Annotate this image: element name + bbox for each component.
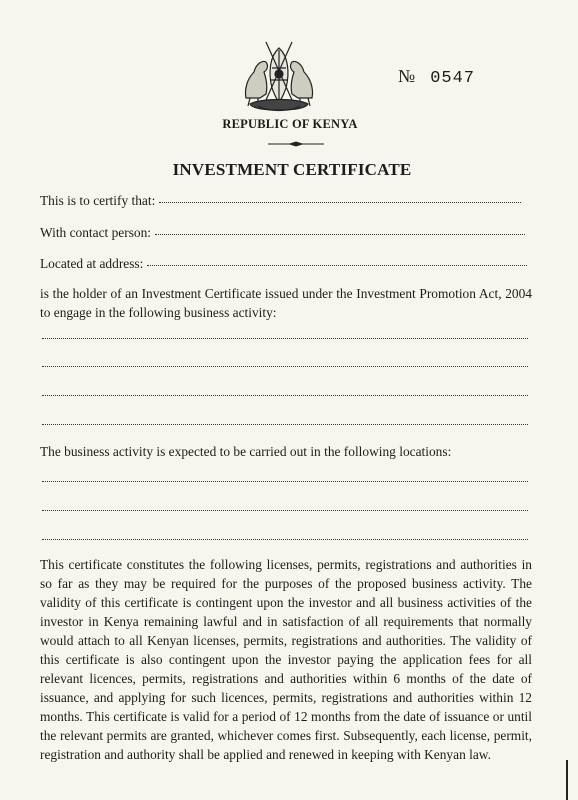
activity-line (42, 395, 528, 396)
certify-label: This is to certify that: (40, 193, 156, 208)
activity-line (42, 338, 528, 339)
address-blank (147, 265, 527, 266)
page-title: INVESTMENT CERTIFICATE (172, 160, 412, 179)
activity-line (42, 366, 528, 367)
issuer-heading: REPUBLIC OF KENYA (222, 117, 358, 131)
location-line (42, 539, 528, 540)
address-label: Located at address: (40, 256, 144, 271)
kenya-coat-of-arms-icon (236, 38, 322, 114)
contact-blank (155, 234, 525, 235)
holder-paragraph: is the holder of an Investment Certificate issued under the Investment Promotion Act, 2004 to engage in the following business activity: (40, 286, 532, 320)
address-field (40, 256, 527, 272)
terms-paragraph: This certificate constitutes the following licenses, permits, registrations and authorities in so far as they may be required for the purposes of the proposed business activity. The validity of this certificate is contingent upon the investor and all business activities of the investor in Kenya remaining lawful and in satisfaction of all requirements that normally would attach to all Kenyan licenses, permits, registrations and authorities. The validity of this certificate is also contingent upon the investor paying the application fees for all relevant licences, permits, registrations and authorities within 6 months of the date of issuance, and applying for such licences, permits, registrations and authorities within 12 months. This certificate is valid for a period of 12 months from the date of issuance or until the relevant permits are granted, whichever comes first. Subsequently, each license, permit, registration and authority shall be applied and renewed in keeping with Kenyan law. (40, 557, 532, 762)
location-line (42, 510, 528, 511)
contact-label: With contact person: (40, 225, 152, 240)
certificate-number (398, 66, 475, 88)
divider-ornament (268, 141, 324, 147)
certify-blank (159, 202, 521, 203)
location-line (42, 481, 528, 482)
certificate-number-value: 0547 (430, 69, 475, 88)
number-sign: № (398, 66, 417, 86)
contact-field (40, 225, 525, 241)
locations-paragraph: The business activity is expected to be carried out in the following locations: (40, 444, 452, 459)
activity-line (42, 424, 528, 425)
certify-field (40, 193, 521, 209)
page-edge-mark (566, 760, 568, 800)
